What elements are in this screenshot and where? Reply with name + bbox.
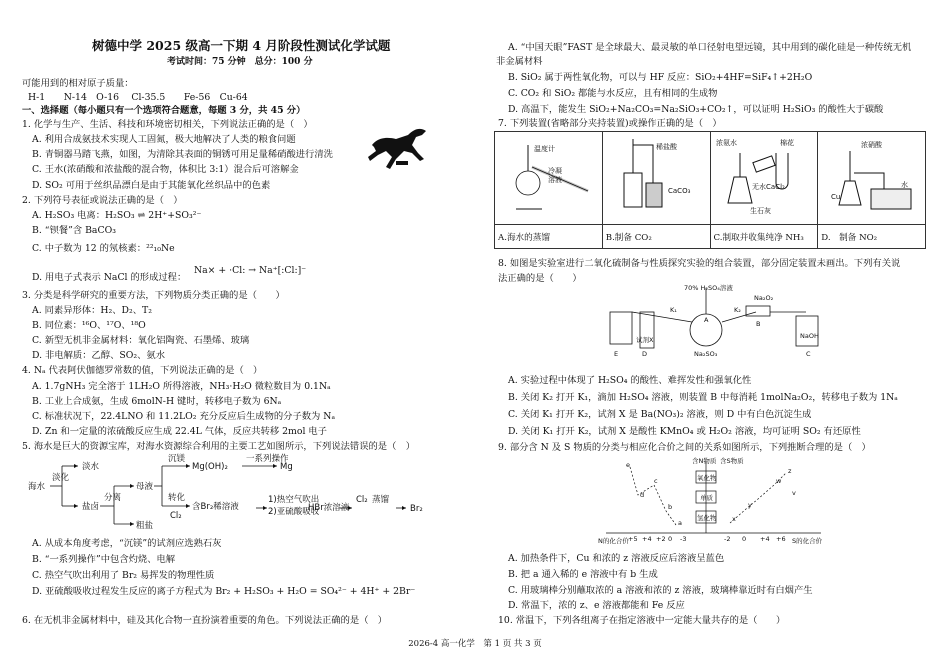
svg-text:w: w — [776, 477, 782, 485]
svg-text:S的化合价: S的化合价 — [792, 537, 823, 545]
q5-option-c: C. 热空气吹出利用了 Br₂ 易挥发的物理性质 — [32, 570, 215, 581]
svg-text:D: D — [642, 350, 648, 358]
svg-text:0: 0 — [668, 535, 673, 543]
svg-text:含N物质: 含N物质 — [692, 457, 717, 465]
svg-text:水: 水 — [901, 180, 909, 189]
svg-text:0: 0 — [742, 535, 747, 543]
seawater-flow-diagram — [22, 452, 442, 532]
question-5: 5. 海水是巨大的资源宝库，对海水资源综合利用的主要工艺如图所示，下列说法错误的是（ ） — [22, 441, 415, 452]
svg-text:+5: +5 — [628, 535, 638, 543]
flow-step-2: 2)亚硫酸吸收 — [268, 507, 320, 517]
q6-option-d: D. 高温下，能发生 SiO₂+Na₂CO₃=Na₂SiO₃+CO₂↑，可以证明 H₂SiO₃ 的酸性大于碳酸 — [508, 104, 884, 115]
q4-option-a: A. 1.7gNH₃ 完全溶于 1LH₂O 所得溶液，NH₃·H₂O 微粒数目为 0.1Nₐ — [32, 381, 331, 392]
svg-text:z: z — [788, 467, 792, 475]
valence-class-diagram — [596, 455, 826, 545]
question-2: 2. 下列符号表征或说法正确的是（ ） — [22, 195, 183, 206]
flow-brine: 盐卤 — [82, 502, 100, 512]
q6-option-b: B. SiO₂ 属于两性氧化物，可以与 HF 反应：SiO₂+4HF=SiF₄↑+2H₂O — [508, 72, 813, 83]
q9-option-c: C. 用玻璃棒分别蘸取浓的 a 溶液和浓的 z 溶液，玻璃棒靠近时有白烟产生 — [508, 585, 813, 596]
svg-text:氢化物: 氢化物 — [697, 514, 717, 522]
flow-desalination: 淡化 — [52, 473, 70, 483]
q2-option-b: B. “钡餐”含 BaCO₃ — [32, 225, 116, 236]
svg-text:生石灰: 生石灰 — [749, 206, 771, 215]
question-8: 8. 如图是实验室进行二氧化硫制备与性质探究实验的组合装置，部分固定装置未画出。下列有关说 — [498, 258, 901, 269]
section-1-heading: 一、选择题（每小题只有一个选项符合题意，每题 3 分，共 45 分） — [22, 105, 306, 116]
q4-option-b: B. 工业上合成氨，生成 6molN-H 键时，转移电子数为 6Nₐ — [32, 396, 282, 407]
q7-cell-d-label: D. 制备 NO₂ — [818, 225, 926, 249]
q7-cell-b-label: B.制备 CO₂ — [602, 225, 710, 249]
svg-text:a: a — [678, 519, 682, 527]
flow-crude-salt: 粗盐 — [136, 521, 154, 531]
page-footer: 2026-4 高一化学 第 1 页 共 3 页 — [408, 639, 542, 649]
page-subtitle: 考试时间：75 分钟 总分：100 分 — [167, 57, 313, 67]
q4-option-c: C. 标准状况下，22.4LNO 和 11.2LO₂ 充分反应后生成物的分子数为 Nₐ — [32, 411, 336, 422]
q7-cell-b-figure — [602, 132, 710, 225]
svg-text:v: v — [792, 489, 796, 497]
flow-step-1: 1)热空气吹出 — [268, 495, 320, 505]
flow-cl2-a: Cl₂ — [170, 511, 182, 521]
q3-option-d: D. 非电解质：乙醇、SO₂、氨水 — [32, 350, 166, 361]
q2-option-d: D. 用电子式表示 NaCl 的形成过程： — [32, 272, 187, 283]
q1-option-c: C. 王水(浓硝酸和浓盐酸的混合物，体积比 3:1）混合后可溶解金 — [32, 164, 299, 175]
masses-list: H-1 N-14 O-16 Cl-35.5 Fe-56 Cu-64 — [28, 92, 248, 103]
co2-apparatus — [606, 133, 706, 221]
no2-apparatus — [821, 133, 921, 221]
q3-option-a: A. 同素异形体：H₂、D₂、T₂ — [32, 305, 152, 316]
q1-option-b: B. 青铜器马踏飞燕，如图，为清除其表面的铜锈可用足量稀硝酸进行清洗 — [32, 149, 333, 160]
svg-text:K₁: K₁ — [670, 306, 677, 314]
distillation-apparatus — [498, 133, 598, 221]
nacl-electron-formula: Na× + ·Cl: → Na⁺[:Cl:]⁻ — [194, 265, 307, 276]
question-7: 7. 下列装置(省略部分夹持装置)或操作正确的是（ ） — [498, 118, 722, 129]
svg-text:d: d — [640, 491, 645, 499]
flow-fresh-water: 淡水 — [82, 462, 100, 472]
svg-text:Na₂O₂: Na₂O₂ — [754, 294, 774, 302]
q7-cell-c-label: C.制取并收集纯净 NH₃ — [710, 225, 818, 249]
svg-text:单质: 单质 — [700, 494, 713, 502]
svg-text:浓氨水: 浓氨水 — [715, 138, 737, 147]
svg-text:N的化合价: N的化合价 — [598, 537, 629, 545]
svg-text:NaOH: NaOH — [800, 332, 819, 340]
q9-option-a: A. 加热条件下，Cu 和浓的 z 溶液反应后溶液呈蓝色 — [508, 553, 725, 564]
q5-option-b: B. “一系列操作”中包含灼烧、电解 — [32, 554, 176, 565]
svg-text:c: c — [654, 477, 658, 485]
q8-option-c: C. 关闭 K₁ 打开 K₂，试剂 X 是 Ba(NO₃)₂ 溶液，则 D 中有白色沉淀生成 — [508, 409, 812, 420]
question-9: 9. 部分含 N 及 S 物质的分类与相应化合价之间的关系如图所示，下列推断合理的是（ ） — [498, 442, 871, 453]
svg-text:b: b — [668, 503, 673, 511]
flow-series-ops: 一系列操作 — [246, 454, 289, 464]
svg-text:棉花: 棉花 — [779, 138, 794, 147]
svg-text:x: x — [732, 515, 736, 523]
bronze-horse-image — [364, 115, 434, 173]
svg-text:K₂: K₂ — [734, 306, 741, 314]
svg-text:无水CaCl₂: 无水CaCl₂ — [751, 182, 785, 191]
q9-option-d: D. 常温下，浓的 z、e 溶液都能和 Fe 反应 — [508, 600, 685, 611]
svg-text:+6: +6 — [776, 535, 786, 543]
q4-option-d: D. Zn 和一定量的浓硫酸反应生成 22.4L 气体，反应共转移 2mol 电子 — [32, 426, 327, 437]
flow-hbr: HBr浓溶液 — [308, 503, 350, 513]
question-1: 1. 化学与生产、生活、科技和环境密切相关，下列说法正确的是（ ） — [22, 119, 313, 130]
svg-text:+4: +4 — [760, 535, 770, 543]
svg-text:70% H₂SO₄溶液: 70% H₂SO₄溶液 — [684, 284, 733, 292]
q8-option-a: A. 实验过程中体现了 H₂SO₄ 的酸性、难挥发性和强氧化性 — [508, 375, 752, 386]
svg-text:氧化物: 氧化物 — [697, 474, 717, 482]
flow-br2-dilute: 含Br₂稀溶液 — [192, 502, 239, 512]
q8-option-b: B. 关闭 K₂ 打开 K₁，滴加 H₂SO₄ 溶液，则装置 B 中每消耗 1molNa₂O₂，转移电子数为 1Nₐ — [508, 392, 898, 403]
svg-text:A: A — [704, 316, 709, 324]
q2-option-a: A. H₂SO₃ 电离：H₂SO₃ ⇌ 2H⁺+SO₃²⁻ — [32, 210, 202, 221]
svg-text:溶液: 溶液 — [548, 175, 562, 184]
nh3-apparatus — [714, 133, 814, 221]
question-6: 6. 在无机非金属材料中，硅及其化合物一直扮演着重要的角色。下列说法正确的是（ ） — [22, 615, 388, 626]
flow-precipitate-mg: 沉镁 — [168, 454, 186, 464]
svg-text:含S物质: 含S物质 — [720, 457, 744, 465]
so2-apparatus — [606, 282, 846, 360]
q7-cell-a-figure — [495, 132, 603, 225]
svg-text:e: e — [626, 461, 630, 469]
q6-option-a: A. “中国天眼”FAST 是全球最大、最灵敏的单口径射电望远镜，其中用到的碳化硅是一种传统无机 — [508, 42, 912, 53]
question-8-cont: 法正确的是（ ） — [498, 273, 582, 284]
svg-text:-2: -2 — [724, 535, 731, 543]
flow-cl2-b: Cl₂ — [356, 495, 368, 505]
flow-distill: 蒸馏 — [372, 495, 390, 505]
svg-text:温度计: 温度计 — [534, 144, 555, 153]
svg-text:B: B — [756, 320, 761, 328]
flow-mgoh2: Mg(OH)₂ — [192, 462, 228, 472]
svg-text:Cu: Cu — [831, 192, 841, 201]
q7-cell-d-figure — [818, 132, 926, 225]
q5-option-a: A. 从成本角度考虑，“沉镁”的试剂应选熟石灰 — [32, 538, 222, 549]
flow-separation: 分离 — [104, 493, 122, 503]
svg-text:+4: +4 — [642, 535, 652, 543]
q1-option-d: D. SO₂ 可用于丝织品漂白是由于其能氧化丝织品中的色素 — [32, 180, 271, 191]
flow-seawater: 海水 — [28, 482, 46, 492]
q6-option-c: C. CO₂ 和 SiO₂ 都能与水反应，且有相同的生成物 — [508, 88, 718, 99]
svg-text:E: E — [614, 350, 619, 358]
flow-convert: 转化 — [168, 493, 186, 503]
svg-text:浓硝酸: 浓硝酸 — [861, 140, 883, 149]
svg-text:-3: -3 — [680, 535, 687, 543]
svg-text:试剂X: 试剂X — [636, 336, 654, 344]
svg-text:Na₂SO₃: Na₂SO₃ — [694, 350, 718, 358]
svg-text:冷凝: 冷凝 — [548, 166, 562, 175]
q7-cell-c-figure — [710, 132, 818, 225]
q9-option-b: B. 把 a 通入稀的 e 溶液中有 b 生成 — [508, 569, 658, 580]
flow-mg: Mg — [280, 462, 293, 472]
svg-text:C: C — [806, 350, 811, 358]
question-10: 10. 常温下，下列各组离子在指定溶液中一定能大量共存的是（ ） — [498, 615, 786, 626]
masses-label: 可能用到的相对原子质量： — [22, 78, 134, 89]
q2-option-c: C. 中子数为 12 的氖核素：²²₁₀Ne — [32, 243, 175, 254]
svg-text:稀盐酸: 稀盐酸 — [655, 142, 677, 151]
flow-mother-liquor: 母液 — [136, 482, 154, 492]
q7-apparatus-table — [494, 131, 926, 249]
q6-option-a-cont: 非金属材料 — [496, 56, 543, 67]
flow-br2: Br₂ — [410, 504, 423, 514]
svg-text:y: y — [748, 501, 752, 509]
question-4: 4. Nₐ 代表阿伏伽德罗常数的值，下列说法正确的是（ ） — [22, 365, 263, 376]
question-3: 3. 分类是科学研究的重要方法，下列物质分类正确的是（ ） — [22, 290, 285, 301]
q8-option-d: D. 关闭 K₁ 打开 K₂，试剂 X 是酸性 KMnO₄ 或 H₂O₂ 溶液，均可证明 SO₂ 有还原性 — [508, 426, 861, 437]
svg-text:CaCO₃: CaCO₃ — [667, 186, 691, 195]
q3-option-b: B. 同位素：¹⁶O、¹⁷O、¹⁸O — [32, 320, 146, 331]
q3-option-c: C. 新型无机非金属材料：氧化铝陶瓷、石墨烯、玻璃 — [32, 335, 250, 346]
q1-option-a: A. 利用合成氨技术实现人工固氮，极大地解决了人类的粮食问题 — [32, 134, 296, 145]
page-title: 树德中学 2025 级高一下期 4 月阶段性测试化学试题 — [92, 38, 391, 53]
q7-cell-a-label: A.海水的蒸馏 — [495, 225, 603, 249]
svg-text:+2: +2 — [656, 535, 666, 543]
q5-option-d: D. 亚硫酸吸收过程发生反应的离子方程式为 Br₂ + H₂SO₃ + H₂O = SO₄²⁻ + 4H⁺ + 2Br⁻ — [32, 586, 416, 597]
